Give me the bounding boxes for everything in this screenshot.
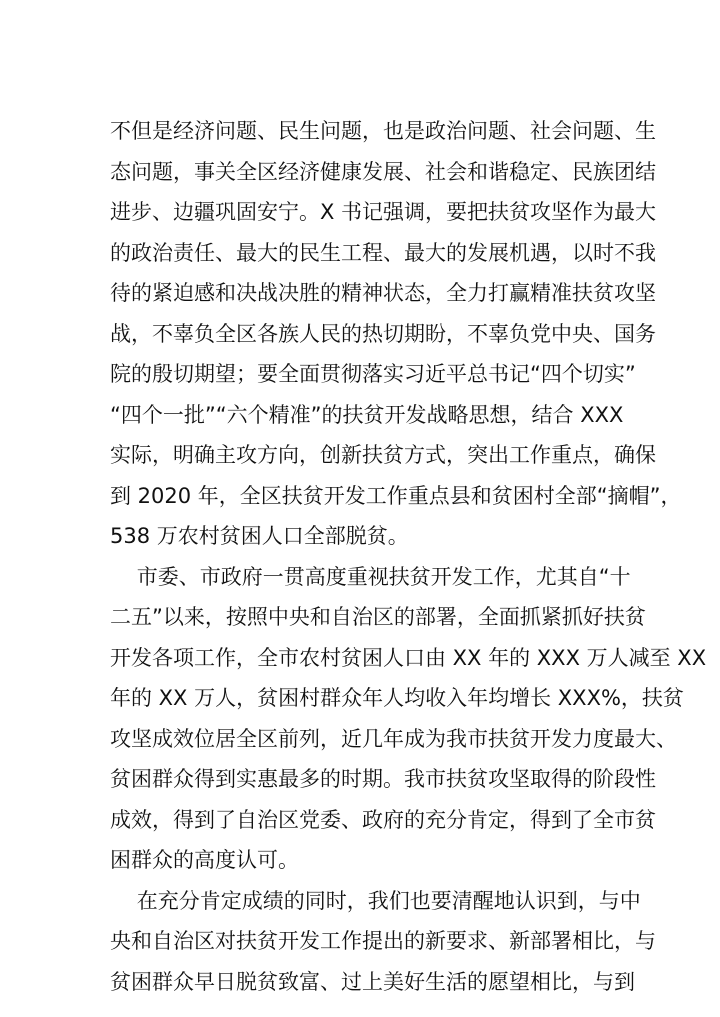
text-line: 贫困群众得到实惠最多的时期。我市扶贫攻坚取得的阶段性 [110,767,656,791]
text-line: 战，不辜负全区各族人民的热切期盼，不辜负党中央、国务 [110,322,656,346]
text-line: 院的殷切期望；要全面贯彻落实习近平总书记“四个切实” [110,362,636,386]
text-line: 央和自治区对扶贫开发工作提出的新要求、新部署相比，与 [110,929,656,953]
text-line: 的政治责任、最大的民生工程、最大的发展机遇，以时不我 [110,241,656,265]
text-line: 进步、边疆巩固安宁。X 书记强调，要把扶贫攻坚作为最大 [110,200,657,224]
text-line: “四个一批”“六个精准”的扶贫开发战略思想，结合 XXX [110,403,624,427]
text-line: 态问题，事关全区经济健康发展、社会和谐稳定、民族团结 [110,160,656,184]
text-line: 贫困群众早日脱贫致富、过上美好生活的愿望相比，与到 [110,970,635,994]
text-line: 538 万农村贫困人口全部脱贫。 [110,524,409,548]
text-line: 年的 XX 万人，贫困村群众年人均收入年均增长 XXX%，扶贫 [110,686,684,710]
text-line: 开发各项工作，全市农村贫困人口由 XX 年的 XXX 万人减至 XX [110,646,707,670]
text-line: 攻坚成效位居全区前列，近几年成为我市扶贫开发力度最大、 [110,727,677,751]
text-line: 困群众的高度认可。 [110,848,299,872]
text-line: 市委、市政府一贯高度重视扶贫开发工作，尤其自“十 [110,565,631,589]
text-line: 不但是经济问题、民生问题，也是政治问题、社会问题、生 [110,119,656,143]
text-line: 二五”以来，按照中央和自治区的部署，全面抓紧抓好扶贫 [110,605,646,629]
text-line: 待的紧迫感和决战决胜的精神状态，全力打赢精准扶贫攻坚 [110,281,656,305]
text-line: 成效，得到了自治区党委、政府的充分肯定，得到了全市贫 [110,808,656,832]
text-line: 实际，明确主攻方向，创新扶贫方式，突出工作重点，确保 [110,443,656,467]
text-line: 在充分肯定成绩的同时，我们也要清醒地认识到，与中 [110,889,641,913]
text-line: 到 2020 年，全区扶贫开发工作重点县和贫困村全部“摘帽”， [110,484,682,508]
